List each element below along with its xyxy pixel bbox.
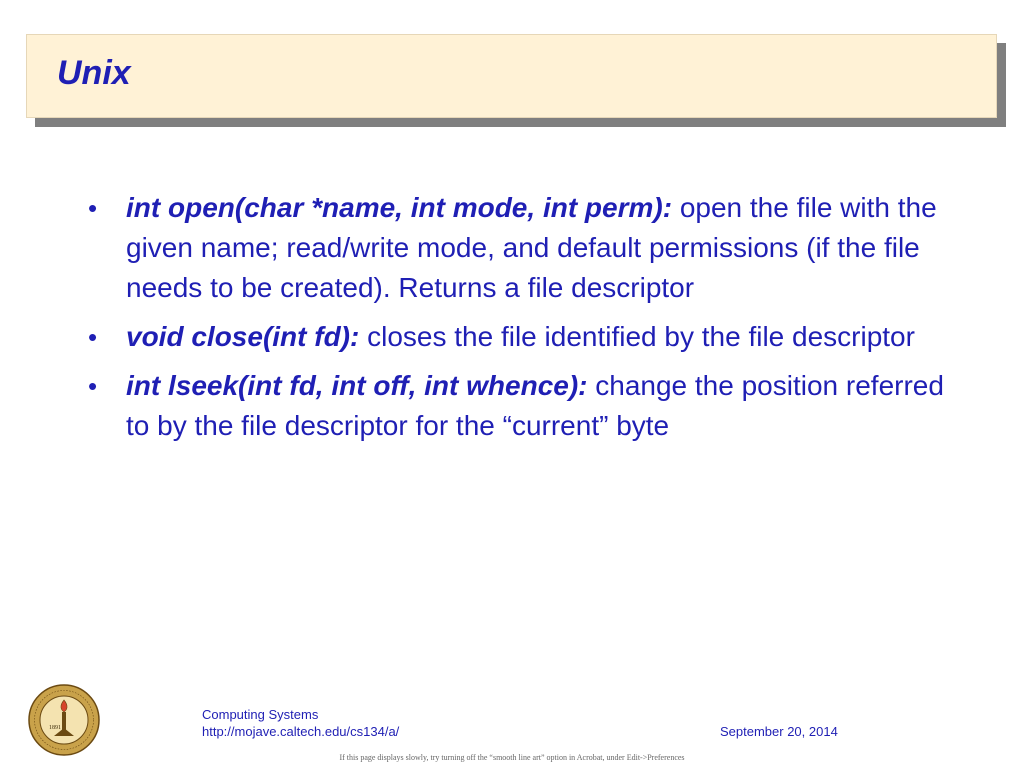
function-signature: void close(int fd): xyxy=(126,321,360,352)
function-description: change the position referred to by the file descriptor for the “current” byte xyxy=(126,370,944,441)
bullet-icon: • xyxy=(88,371,98,401)
footer-course-name: Computing Systems xyxy=(202,707,319,722)
bullet-icon: • xyxy=(88,322,98,352)
function-signature: int lseek(int fd, int off, int whence): xyxy=(126,370,588,401)
bullet-item-open xyxy=(88,188,946,308)
caltech-seal-icon xyxy=(28,684,100,756)
footer-url: http://mojave.caltech.edu/cs134/a/ xyxy=(202,724,400,739)
slide-title: Unix xyxy=(57,54,131,92)
footer-course-info xyxy=(202,706,399,740)
bullet-icon: • xyxy=(88,193,98,223)
footer-date: September 20, 2014 xyxy=(720,724,838,739)
function-signature: int open(char *name, int mode, int perm): xyxy=(126,192,673,223)
bullet-list xyxy=(88,188,968,455)
seal-year: 1891 xyxy=(49,725,61,731)
footer-display-note: If this page displays slowly, try turning off the “smooth line art” option in Acrobat, under Edit->Preferences xyxy=(339,753,685,762)
bullet-item-close xyxy=(88,317,946,357)
bullet-item-lseek xyxy=(88,366,946,446)
title-box xyxy=(26,34,997,118)
function-description: closes the file identified by the file descriptor xyxy=(359,321,915,352)
function-description: open the file with the given name; read/write mode, and default permissions (if the file needs to be created). Returns a file descriptor xyxy=(126,192,937,303)
